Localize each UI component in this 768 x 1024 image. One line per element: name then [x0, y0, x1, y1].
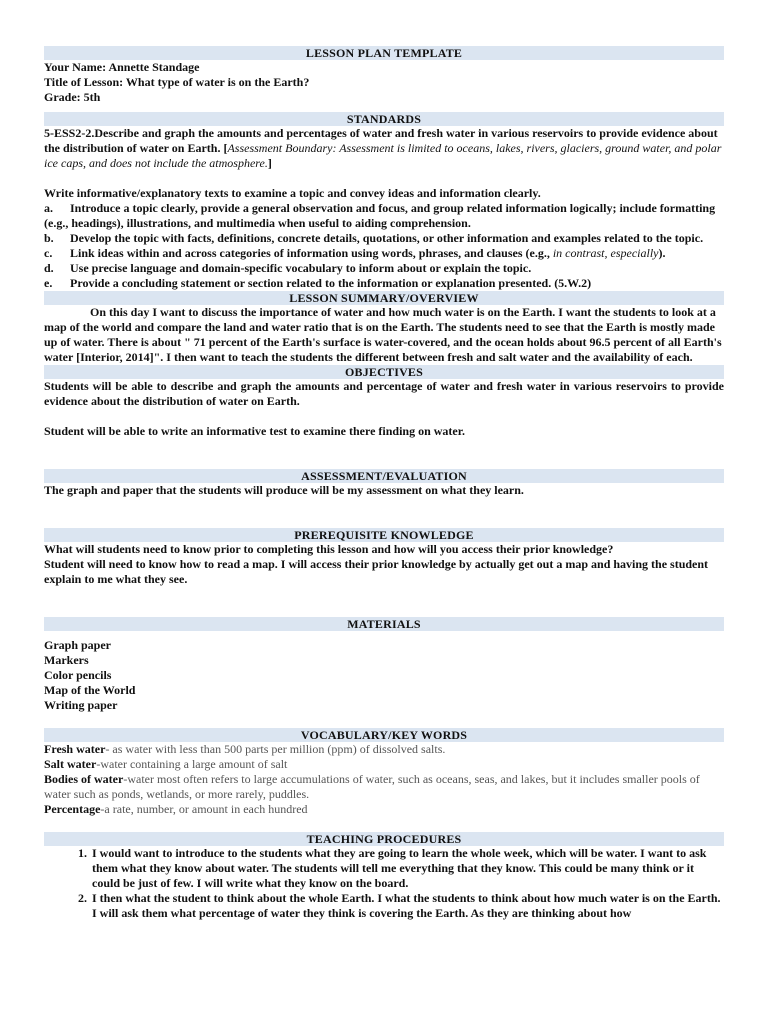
- standard-ess: [44, 126, 724, 171]
- vocab-item: [44, 757, 724, 772]
- procedures-heading: TEACHING PROCEDURES: [44, 832, 724, 846]
- vocab-item: [44, 772, 724, 802]
- material-item: Color pencils: [44, 668, 112, 682]
- material-item: Markers: [44, 653, 89, 667]
- author-name: Your Name: Annette Standage: [44, 60, 200, 74]
- objectives-heading: OBJECTIVES: [44, 365, 724, 379]
- lesson-plan-title: LESSON PLAN TEMPLATE: [44, 46, 724, 60]
- vocab-heading: VOCABULARY/KEY WORDS: [44, 728, 724, 742]
- assessment-boundary: Assessment Boundary: Assessment is limited to oceans, lakes, rivers, glaciers, ground water, and polar ice caps, and does not include the atmosphere.: [44, 141, 722, 170]
- summary-heading: LESSON SUMMARY/OVERVIEW: [44, 291, 724, 305]
- objective-2: Student will be able to write an informative test to examine there finding on water.: [44, 424, 465, 438]
- vocab-term: Bodies of water: [44, 772, 124, 786]
- material-item: Writing paper: [44, 698, 118, 712]
- item-tail: ).: [658, 246, 666, 260]
- standard-ess-text: 5-ESS2-2.Describe and graph the amounts and percentages of water and fresh water in various reservoirs to provide evidence about the distribution of water on Earth. [: [44, 126, 718, 155]
- item-letter: c.: [44, 246, 53, 260]
- assessment-heading: ASSESSMENT/EVALUATION: [44, 469, 724, 483]
- item-text: Provide a concluding statement or section related to the information or explanation presented. (5.W.2): [70, 276, 592, 290]
- standard-item-a: [44, 201, 724, 231]
- vocab-item: [44, 802, 724, 817]
- standard-item-c: [44, 246, 724, 261]
- item-letter: b.: [44, 231, 54, 245]
- standards-heading: STANDARDS: [44, 112, 724, 126]
- vocab-term: Percentage: [44, 802, 101, 816]
- item-italic: in contrast, especially: [552, 246, 659, 260]
- summary-text: On this day I want to discuss the importance of water and how much water is on the Earth. I want the students to look at a map of the world and compare the land and water ratio that is on the Earth. The students need to see that the Earth is mostly made up of water. There is about " 71 percent of the Earth's surface is water-covered, and the ocean holds about 96.5 percent of all Earth's water [Interior, 2014]". I then want to teach the students the different between fresh and salt water and the availability of each.: [44, 305, 722, 364]
- vocab-definition: -water containing a large amount of salt: [96, 757, 288, 771]
- item-text: Introduce a topic clearly, provide a general observation and focus, and group related information logically; include formatting (e.g., headings), illustrations, and multimedia when useful to aiding comprehension.: [44, 201, 716, 230]
- prereq-heading: PREREQUISITE KNOWLEDGE: [44, 528, 724, 542]
- standard-item-e: [44, 276, 724, 291]
- material-item: Graph paper: [44, 638, 112, 652]
- item-letter: a.: [44, 201, 53, 215]
- standard-item-b: [44, 231, 724, 246]
- grade-level: Grade: 5th: [44, 90, 101, 104]
- prereq-question: What will students need to know prior to completing this lesson and how will you access their prior knowledge?: [44, 542, 614, 556]
- procedure-step: 1. I would want to introduce to the students what they are going to learn the whole week, which will be water. I want to ask them what they know about water. The students will tell me everything that they know. This could be many think or it could be just of few. I will write what they know on the board.: [90, 846, 724, 891]
- standard-ess-close: ]: [267, 156, 272, 170]
- vocab-term: Salt water: [44, 757, 97, 771]
- vocab-term: Fresh water: [44, 742, 106, 756]
- writing-standard-intro: Write informative/explanatory texts to examine a topic and convey ideas and information clearly.: [44, 186, 541, 200]
- objective-1: Students will be able to describe and graph the amounts and percentage of water and fresh water in various reservoirs to provide evidence about the distribution of water on Earth.: [44, 379, 724, 408]
- prereq-answer: Student will need to know how to read a map. I will access their prior knowledge by actually get out a map and having the student explain to me what they see.: [44, 557, 709, 586]
- item-letter: e.: [44, 276, 53, 290]
- procedures-list: [44, 846, 724, 921]
- item-text: Develop the topic with facts, definitions, concrete details, quotations, or other information and examples related to the topic.: [70, 231, 704, 245]
- assessment-text: The graph and paper that the students will produce will be my assessment on what they learn.: [44, 483, 524, 497]
- lesson-plan-document: [44, 0, 724, 921]
- materials-heading: MATERIALS: [44, 617, 724, 631]
- item-text: Use precise language and domain-specific vocabulary to inform about or explain the topic.: [70, 261, 532, 275]
- vocab-definition: -a rate, number, or amount in each hundred: [100, 802, 308, 816]
- procedure-step: 2. I then what the student to think about the whole Earth. I what the students to think about how much water is on the Earth. I will ask them what percentage of water they think is covering the Earth. As they are thinking about how: [90, 891, 724, 921]
- vocab-definition: -water most often refers to large accumulations of water, such as oceans, seas, and lakes, but it includes smaller pools of water such as ponds, wetlands, or more rarely, puddles.: [44, 772, 700, 801]
- vocab-item: [44, 742, 724, 757]
- standard-item-d: [44, 261, 724, 276]
- item-text: Link ideas within and across categories of information using words, phrases, and clauses (e.g.,: [70, 246, 553, 260]
- vocab-definition: - as water with less than 500 parts per million (ppm) of dissolved salts.: [105, 742, 446, 756]
- material-item: Map of the World: [44, 683, 136, 697]
- item-letter: d.: [44, 261, 54, 275]
- lesson-title: Title of Lesson: What type of water is on the Earth?: [44, 75, 310, 89]
